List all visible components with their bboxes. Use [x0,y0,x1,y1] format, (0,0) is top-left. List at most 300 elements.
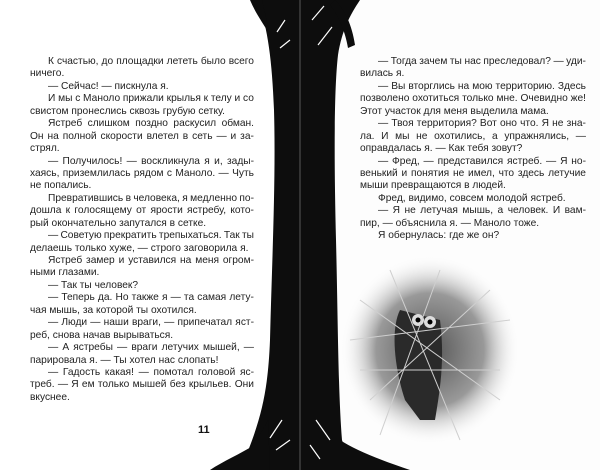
text-line [360,218,586,230]
text-line [30,118,254,130]
word: Люди [61,317,88,329]
word: счастью, [56,56,99,67]
word: представился [437,155,504,167]
word: — [243,342,254,354]
word: — [100,354,111,366]
word: Так [61,279,77,291]
word: — [48,80,59,92]
word: ястребу, [187,205,227,217]
word: — [126,155,137,167]
word: ничего. [30,68,65,80]
text-line [30,330,254,342]
word: и [230,130,237,142]
word: парировала [30,354,87,366]
word: к [203,93,209,105]
word: мы [395,130,410,142]
word: — [382,217,393,229]
text-line [30,56,254,68]
word: видимо, [408,192,447,204]
word: И [381,130,389,142]
word: — [137,242,148,254]
text-line [360,156,586,168]
word: за- [240,130,254,142]
word: от [136,205,147,217]
word: Я [541,118,549,130]
word: я [161,292,168,304]
text-line [30,255,254,267]
word: К [48,56,54,67]
word: молодой [486,192,528,204]
word: мышей [132,379,167,391]
word: — [90,317,101,329]
word: обернулась: [388,230,447,242]
word: он? [482,230,500,242]
word: Этот [360,105,382,117]
word: меня [443,105,468,117]
text-line [30,230,254,242]
word: кото- [230,205,254,217]
word: преследовал? [483,56,551,67]
text-line [360,131,586,143]
word: А [62,342,70,354]
word: враги, [131,317,161,329]
text-line [360,143,586,155]
word: в [182,130,189,142]
word: ты [242,230,254,242]
word: не [552,118,564,130]
word: охотились, [434,130,486,142]
word: яст- [235,317,254,329]
word: враги [131,342,158,354]
word: Тогда [390,56,417,67]
word: воскликнула [141,155,200,167]
text-line [360,180,586,192]
left-page-text [30,56,254,404]
word: и [234,93,241,105]
hawk-in-net-illustration [340,250,520,450]
word: в [169,217,176,229]
word: да. [97,292,113,304]
word: головой [197,366,236,378]
word: было [200,56,226,67]
word: а [491,130,498,142]
text-line [30,367,254,379]
word: попались. [44,180,92,192]
word: глазами. [58,267,100,279]
word: людей. [472,180,506,192]
word: — [378,80,389,92]
word: Так [223,230,240,242]
word: сеть [192,130,213,142]
text-line [360,168,586,180]
word: Маноло [473,217,511,229]
word: — [435,143,446,155]
word: медленно [190,192,238,204]
word: оправдалась [360,143,422,155]
word: заговорила [183,242,238,254]
word: Как [448,143,465,155]
word: Ты [113,354,127,366]
text-line [360,205,586,217]
word: вторглись [408,80,455,92]
text-line [360,56,586,68]
word: сквозь [129,105,160,117]
text-line [360,81,586,93]
text-line [360,106,586,118]
word: Они [234,379,254,391]
text-line [30,379,254,391]
text-line [30,205,254,217]
word: мне. [496,93,518,105]
word: самая [197,292,227,304]
word: — [378,118,389,130]
word: И [552,205,561,217]
word: же [466,230,480,242]
word: трепыхаться. [158,230,222,242]
word: окончательно [51,217,117,229]
right-page-text [360,56,586,243]
text-line [360,93,586,105]
word: нас [464,56,481,67]
text-line [360,118,586,130]
word: телу [210,93,232,105]
word: ты [79,279,92,291]
word: упражнялись, [504,130,570,142]
word: Твоя [391,118,414,130]
word: мышь, [49,304,80,316]
word: крыльев. [188,379,232,391]
word: огром- [222,255,254,266]
word: мама. [520,105,549,117]
text-line [30,168,254,180]
word: Я [392,205,401,217]
text-line [30,81,254,93]
text-line [30,280,254,292]
word: Я [378,230,386,242]
word: ными [30,267,56,279]
word: ястребы [73,342,113,354]
word: — [378,56,389,67]
word: рядом [133,167,164,179]
word: Ястреб [48,118,83,130]
word: — [164,317,175,329]
word: мышь, [462,205,494,217]
word: только [97,379,130,391]
word: — [138,366,149,378]
text-line [30,193,254,205]
word: — [48,155,59,167]
word: имел, [468,167,495,179]
text-line [30,317,254,329]
word: превращаются [391,180,462,192]
word: я [204,155,210,167]
word: позволено [360,93,410,105]
word: же! [570,93,586,105]
word: рый [30,217,49,229]
text-line [30,218,254,230]
word: летучие [548,167,586,179]
word: человека, [133,192,180,204]
word: и, [214,155,223,167]
word: Сейчас! [61,80,99,92]
word: приземлилась [62,167,131,179]
word: Превратившись [48,192,124,204]
word: с [75,93,81,105]
text-line [30,267,254,279]
word: лету- [229,292,254,304]
word: реб, [30,329,50,341]
word: Здесь [557,80,586,92]
word: Гадость [62,366,101,378]
word: — [216,130,227,142]
word: нас [158,354,175,366]
word: я. [240,242,249,254]
word: — [553,56,564,67]
word: мышей, [202,342,240,354]
word: зады- [227,155,254,167]
word: — [48,342,59,354]
word: летучих [161,342,199,354]
word: обман. [221,118,254,130]
word: снова [52,329,81,341]
word: вам- [564,205,586,217]
word: сетке. [177,217,207,229]
word: и [118,255,125,266]
word: — [57,379,69,391]
word: не [404,205,416,217]
word: я. [89,354,98,366]
word: голосящему [74,205,132,217]
word: Чуть [232,167,254,179]
word: за [82,304,94,316]
word: не [416,130,428,142]
text-line [360,230,586,242]
word: Теперь [61,292,95,304]
word: — [48,279,59,291]
text-line [30,68,254,80]
text-line [30,93,254,105]
word: тоже. [513,217,540,229]
word: со [243,93,254,105]
word: пир, [360,217,380,229]
word: в [464,180,470,192]
word: прекратить [103,230,157,242]
word: — [48,230,59,242]
word: понятия [410,167,450,179]
word: стрял. [30,143,60,155]
text-line [30,106,254,118]
word: на [457,80,470,92]
word: дошла [30,205,62,217]
word: треб. [30,379,55,391]
word: пронеслись [71,105,127,117]
word: строго [150,242,181,254]
word: зна- [566,118,586,130]
word: но- [571,155,586,167]
text-line [360,193,586,205]
word: не [30,180,42,192]
word: ястреб. [507,155,543,167]
word: которой [96,304,134,316]
word: что. [520,118,539,130]
word: слишком [87,118,130,130]
word: наши [103,317,129,329]
word: зачем [419,56,448,67]
text-line [30,292,254,304]
word: чая [30,304,47,316]
word: — [546,155,557,167]
word: ла. [360,130,375,142]
word: помотал [153,366,194,378]
word: какая! [104,366,134,378]
word: хаясь, [30,167,60,179]
word: запутался [119,217,167,229]
word: — [378,205,389,217]
text-line [30,392,254,404]
word: уставился [128,255,177,266]
word: — [423,155,434,167]
word: хуже, [109,242,135,254]
word: и [401,167,408,179]
word: я. [395,68,405,80]
word: — [378,155,389,167]
word: Но [115,292,129,304]
word: раскусил [173,118,217,130]
word: только [74,242,107,254]
word: припечатал [177,317,233,329]
word: замер [86,255,115,266]
word: хотел [129,354,156,366]
word: ястреб. [530,192,566,204]
word: поздно [135,118,168,130]
word: — [117,342,128,354]
text-line [30,305,254,317]
word: Фред, [392,155,420,167]
word: ем [81,379,95,391]
word: до [101,56,114,67]
word: Маноло. [175,167,216,179]
word: ты [449,56,462,67]
word: охотился. [150,304,197,316]
word: — [170,292,181,304]
word: где [449,230,464,242]
word: Вот [479,118,497,130]
page-number: 11 [198,424,210,436]
word: территорию. [495,80,555,92]
word: только [462,93,494,105]
word: И [48,93,56,105]
word: оно [499,118,517,130]
word: участок [384,105,421,117]
word: Маноло [83,93,121,105]
word: венький [360,167,398,179]
word: — [460,217,471,229]
word: влетел [146,130,179,142]
word: человек? [94,279,139,291]
word: — [218,167,229,179]
word: площадки [116,56,164,67]
word: я. [424,143,433,155]
word: та [183,292,195,304]
word: вкуснее. [30,391,70,403]
word: яс- [239,366,254,378]
word: грубую [162,105,196,117]
word: по- [239,192,254,204]
word: Ястреб [48,255,83,266]
text-line [30,342,254,354]
word: а [497,205,504,217]
word: Фред, [378,192,406,204]
word: не [452,167,465,179]
word: лететь [166,56,198,67]
word: объяснила [395,217,447,229]
text-line [30,180,254,192]
word: полной [62,130,97,142]
word: — [48,366,59,378]
word: на [180,255,192,266]
text-line [30,355,254,367]
word: делаешь [30,242,73,254]
word: Советую [60,230,102,242]
word: тебя [467,143,489,155]
word: вилась [360,68,394,80]
word: мыши [360,180,389,192]
word: Получилось! [62,155,123,167]
word: — [48,292,59,304]
word: — [101,80,112,92]
word: — [48,317,59,329]
word: ты [136,304,149,316]
word: всего [228,56,254,67]
word: также [131,292,159,304]
word: к [65,205,71,217]
word: пискнула [114,80,158,92]
word: зовут? [491,143,523,155]
word: Очевидно [520,93,568,105]
word: мы [58,93,73,105]
word: я. [160,80,169,92]
word: свистом [30,105,69,117]
word: Он [30,130,44,142]
word: в [125,192,131,204]
word: крылья [166,93,201,105]
word: меня [195,255,219,266]
word: вырываться. [113,329,174,341]
word: здесь [517,167,545,179]
word: без [169,379,186,391]
word: Я [71,379,79,391]
word: территория? [416,118,477,130]
word: уди- [566,56,586,67]
word: охотиться [412,93,460,105]
word: на [47,130,59,142]
word: прижали [122,93,164,105]
word: слопать! [177,354,219,366]
text-line [30,156,254,168]
word: для [423,105,441,117]
word: я. [449,217,458,229]
text-line [360,68,586,80]
word: я [182,192,188,204]
text-line [30,131,254,143]
word: ярости [150,205,183,217]
word: Я [560,155,568,167]
word: скорости [100,130,143,142]
word: мою [472,80,493,92]
word: начав [82,329,111,341]
word: совсем [449,192,484,204]
word: сетку. [198,105,225,117]
